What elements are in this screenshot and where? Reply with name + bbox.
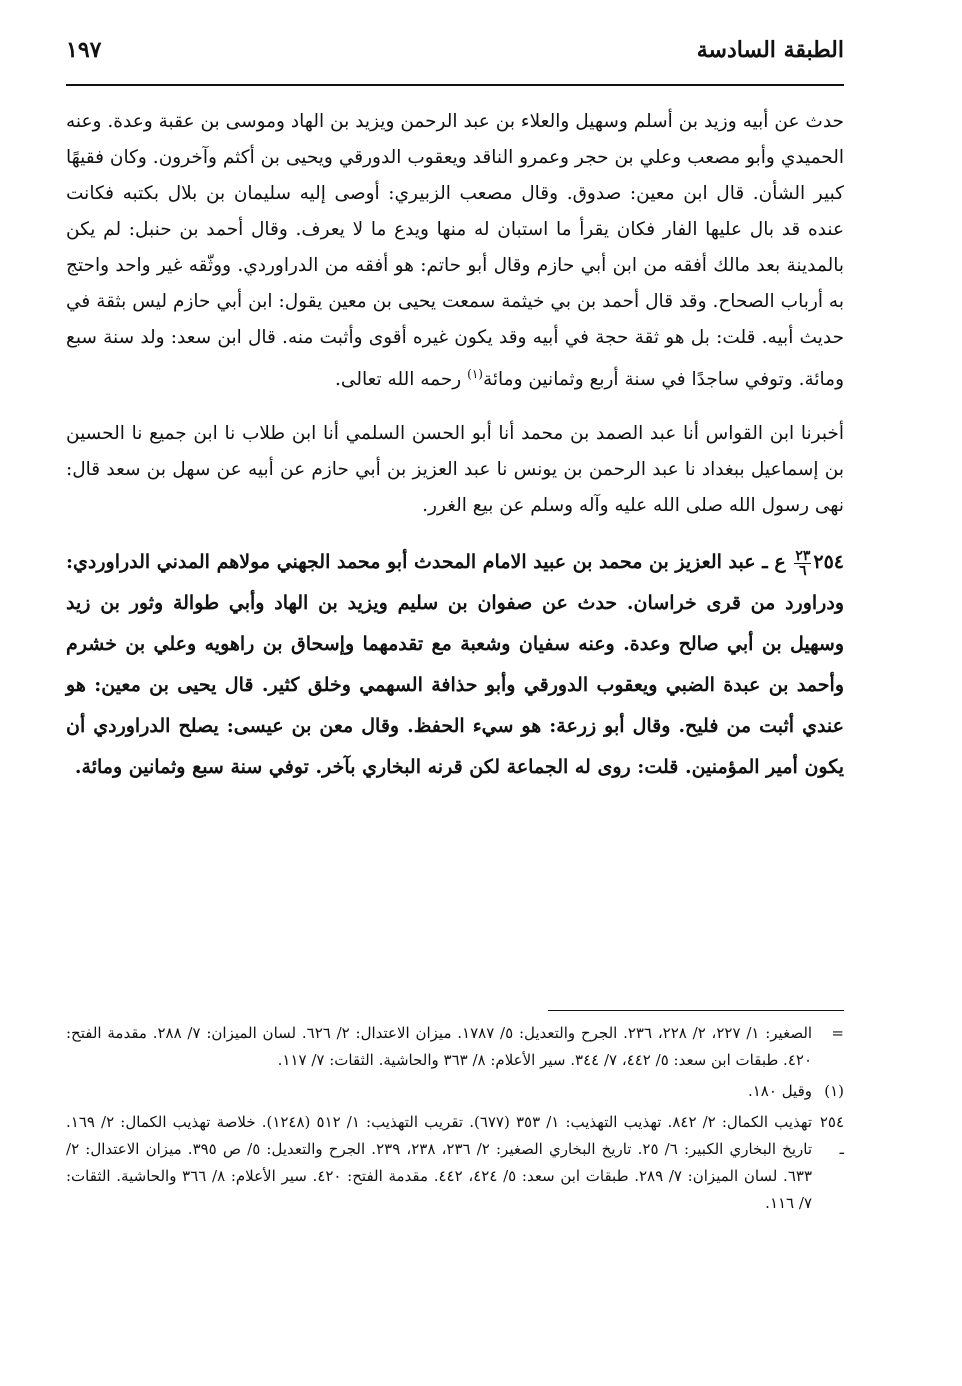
footnote-rule	[548, 1010, 844, 1011]
entry-paragraph	[66, 542, 844, 788]
footnote-item	[66, 1109, 844, 1217]
entry-text: ع ـ عبد العزيز بن محمد بن عبيد الامام المحدث أبو محمد الجهني مولاهم المدني الدراوردي: ودراورد من قرى خراسان. حدث عن صفوان بن سليم ويزيد بن الهاد وأبي طوالة وثور بن زيد وسهيل بن أبي صالح وعدة. وعنه سفيان وشعبة مع تقدمهما وإسحاق بن راهويه وعلي بن خشرم وأحمد بن عبدة الضبي ويعقوب الدورقي وأبو حذافة السهمي وخلق كثير. قال يحيى بن معين: هو عندي أثبت من فليح. وقال أبو زرعة: هو سيء الحفظ. وقال معن بن عيسى: يصلح الدراوردي أن يكون أمير المؤمنين. قلت: روى له الجماعة لكن قرنه البخاري بآخر. توفي سنة سبع وثمانين ومائة.	[66, 551, 844, 779]
page-header	[66, 30, 844, 70]
biography-closing: رحمه الله تعالى.	[335, 369, 462, 391]
footnote-item	[66, 1020, 844, 1074]
running-title: الطبقة السادسة	[696, 37, 844, 63]
fraction-denominator: ٦	[799, 562, 807, 579]
footnote-reference: (١)	[467, 367, 483, 381]
biography-text: حدث عن أبيه وزيد بن أسلم وسهيل والعلاء بن عبد الرحمن ويزيد بن الهاد وموسى بن عقبة وعدة. وعنه الحميدي وأبو مصعب وعلي بن حجر وعمرو الناقد ويعقوب الدورقي ويحيى بن أكثم وآخرون. وكان فقيهًا كبير الشأن. قال ابن معين: صدوق. وقال مصعب الزبيري: أوصى إليه سليمان بن بلال بكتبه فكانت عنده قد بال عليها الفار فكان يقرأ ما استبان له منها ويدع ما لا يعرف. وقال أحمد بن حنبل: لم يكن بالمدينة بعد مالك أفقه من ابن أبي حازم وقال أبو حاتم: هو أفقه من الدراوردي. ووثّقه غير واحد واحتج به أرباب الصحاح. وقد قال أحمد بن بي خيثمة سمعت يحيى بن معين يقول: ابن أبي حازم ليس بثقة في حديث أبيه. قلت: بل هو ثقة حجة في أبيه وقد يكون غيره أقوى وأثبت منه. قال ابن سعد: ولد سنة سبع ومائة. وتوفي ساجدًا في سنة أربع وثمانين ومائة	[66, 111, 844, 391]
page-number: ١٩٧	[66, 37, 102, 63]
biography-paragraph	[66, 104, 844, 398]
hadith-text: أخبرنا ابن القواس أنا عبد الصمد بن محمد أنا أبو الحسن السلمي أنا ابن طلاب نا ابن جميع نا الحسين بن إسماعيل ببغداد نا عبد الرحمن بن يونس نا عبد العزيز بن أبي حازم عن أبيه عن سهل بن سعد قال: نهى رسول الله صلى الله عليه وآله وسلم عن بيع الغرر.	[66, 423, 844, 517]
footnote-mark: ٢٥٤ ـ	[819, 1113, 844, 1158]
hadith-paragraph	[66, 416, 844, 524]
fraction-numerator: ٢٣	[795, 547, 811, 564]
footnote-item	[66, 1078, 844, 1105]
footnote-mark: (١)	[824, 1082, 844, 1100]
main-text	[66, 104, 844, 806]
entry-fraction	[794, 549, 811, 578]
footnote-mark: =	[831, 1024, 844, 1042]
entry-number: ٢٥٤	[813, 551, 844, 574]
footnotes	[66, 1020, 844, 1221]
footnote-text: الصغير: ١/ ٢٢٧، ٢/ ٢٢٨، ٢٣٦. الجرح والتعديل: ٥/ ١٧٨٧. ميزان الاعتدال: ٢/ ٦٢٦. لسان الميزان: ٧/ ٢٨٨. مقدمة الفتح: ٤٢٠. طبقات ابن سعد: ٥/ ٤٤٢، ٧/ ٣٤٤. سير الأعلام: ٨/ ٣٦٣ والحاشية. الثقات: ٧/ ١١٧.	[66, 1024, 813, 1069]
footnote-text: تهذيب الكمال: ٢/ ٨٤٢. تهذيب التهذيب: ١/ ٣٥٣ (٦٧٧). تقريب التهذيب: ١/ ٥١٢ (١٢٤٨). خلاصة تهذيب الكمال: ٢/ ١٦٩. تاريخ البخاري الكبير: ٦/ ٢٥. تاريخ البخاري الصغير: ٢/ ٢٣٦، ٢٣٨، ٢٣٩. الجرح والتعديل: ٥/ ص ٣٩٥. ميزان الاعتدال: ٢/ ٦٣٣. لسان الميزان: ٧/ ٢٨٩. طبقات ابن سعد: ٥/ ٤٢٤، ٤٤٢. مقدمة الفتح: ٤٢٠. سير الأعلام: ٨/ ٣٦٦ والحاشية. الثقات: ٧/ ١١٦.	[66, 1113, 813, 1212]
header-rule	[66, 84, 844, 86]
footnote-text: وقيل ١٨٠.	[747, 1082, 812, 1100]
